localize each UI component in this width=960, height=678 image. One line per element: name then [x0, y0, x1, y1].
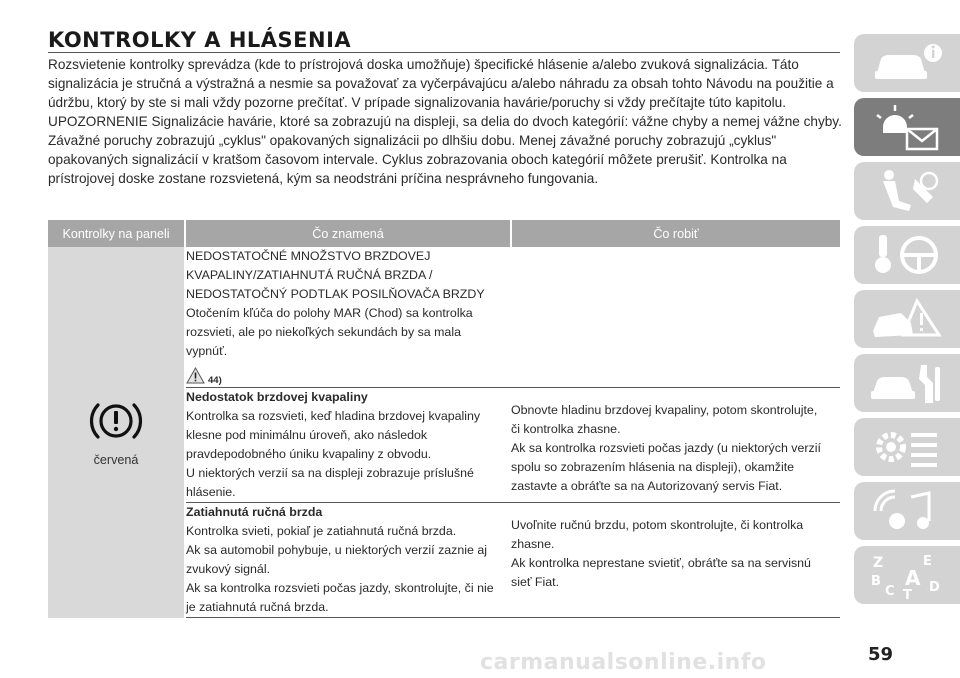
row3-action [511, 503, 840, 618]
header-meaning: Čo znamená [185, 220, 511, 247]
title-rule [48, 52, 840, 53]
car-tools-icon [867, 359, 947, 407]
intro-paragraph-2: UPOZORNENIE Signalizácie havárie, ktoré sa zobrazujú na displeji, sa delia do dvoch kategórií: vážne chyby a nemej vážne chyby. Závažné poruchy zobrazujú „cyklus" opakovaných signalizácii po dlhšiu dobu. Menej závažné poruchy zobrazujú „cyklus" opakovaných signalizácií v kratšom časovom intervale. Cyklus zobrazovania oboch kategórií môžete prerušiť. Kontrolka na prístrojovej doske zostane rozsvietená, kým sa neodstráni príčina nesprávneho fungovania. [48, 114, 842, 186]
header-action: Čo robiť [511, 220, 840, 247]
row2-line: Kontrolka sa rozsvieti, keď hladina brzdovej kvapaliny [186, 409, 481, 423]
index-letter: D [929, 580, 940, 595]
row3-heading: Zatiahnutá ručná brzda [186, 505, 323, 519]
index-letter: E [923, 554, 932, 569]
row3-action-line: zhasne. [511, 537, 555, 551]
row2-line: klesne pod minimálnu úroveň, ako následok [186, 428, 428, 442]
row2-action-line: Obnovte hladinu brzdovej kvapaliny, potom skontrolujte, [511, 403, 818, 417]
row1-action [511, 247, 840, 388]
car-info-icon [867, 39, 947, 87]
row2-line: U niektorých verzií sa na displeji zobrazuje príslušné [186, 466, 474, 480]
row3-line: Ak sa automobil pohybuje, u niektorých verzií zaznie aj [186, 543, 487, 557]
watermark: carmanualsonline.info [480, 650, 767, 675]
row1-line: rozsvieti, ale po niekoľkých sekundách by sa mala [186, 325, 461, 339]
lamp-cell [48, 247, 185, 618]
tab-car-info[interactable] [854, 34, 960, 92]
index-letter: A [905, 566, 921, 590]
warning-light-message-icon [867, 103, 947, 151]
index-letter: Z [873, 555, 884, 571]
tab-emergency[interactable] [854, 290, 960, 348]
row1-line: NEDOSTATOČNÝ PODTLAK POSILŇOVAČA BRZDY [186, 287, 485, 301]
index-letter: C [885, 584, 895, 599]
row2-meaning [185, 388, 511, 503]
tab-warning-lights[interactable] [854, 98, 960, 156]
warning-lights-table [48, 220, 840, 618]
row1-line: vypnúť. [186, 344, 228, 358]
row2-action [511, 388, 840, 503]
row1-meaning [185, 247, 511, 388]
header-panel-lights: Kontrolky na paneli [48, 220, 185, 247]
brake-warning-icon [88, 396, 144, 446]
warning-reference [186, 367, 511, 387]
seat-airbag-icon [867, 167, 947, 215]
row1-line: NEDOSTATOČNÉ MNOŽSTVO BRZDOVEJ [186, 249, 431, 263]
tab-index[interactable] [854, 546, 960, 604]
row2-action-line: Ak sa kontrolka rozsvieti počas jazdy (u niektorých verzií [511, 441, 821, 455]
row2-heading: Nedostatok brzdovej kvapaliny [186, 390, 368, 404]
index-letter: B [871, 574, 881, 589]
row2-action-line: zastavte a obráťte sa na Autorizovaný servis Fiat. [511, 479, 783, 493]
multimedia-icon [867, 487, 947, 535]
page-title: KONTROLKY A HLÁSENIA [48, 28, 352, 52]
row3-action-line: Ak kontrolka neprestane svietiť, obráťte sa na servisnú [511, 556, 811, 570]
intro-text [48, 55, 843, 188]
row2-line: hlásenie. [186, 485, 236, 499]
index-letter: T [903, 588, 912, 599]
alphabet-index-icon [867, 551, 947, 599]
row3-action-line: Uvoľnite ručnú brzdu, potom skontrolujte, či kontrolka [511, 518, 804, 532]
row3-line: zvukový signál. [186, 562, 271, 576]
row3-action-line: sieť Fiat. [511, 575, 560, 589]
row1-line: KVAPALINY/ZATIAHNUTÁ RUČNÁ BRZDA / [186, 268, 433, 282]
tab-multimedia[interactable] [854, 482, 960, 540]
car-crash-icon [867, 295, 947, 343]
row1-line: Otočením kľúča do polohy MAR (Chod) sa kontrolka [186, 306, 473, 320]
chapter-tabs [854, 34, 960, 610]
page-number: 59 [868, 644, 894, 665]
warning-triangle-icon [186, 367, 205, 384]
tab-start-drive[interactable] [854, 226, 960, 284]
warning-ref-number: 44) [208, 375, 222, 386]
gear-list-icon [867, 423, 947, 471]
table-header-row [48, 220, 840, 247]
table-row [48, 247, 840, 388]
tab-maintenance[interactable] [854, 354, 960, 412]
row3-line: je zatiahnutá ručná brzda. [186, 600, 329, 614]
row3-line: Kontrolka svieti, pokiaľ je zatiahnutá ručná brzda. [186, 524, 457, 538]
lamp-color-label: červená [93, 452, 139, 467]
row2-line: pravdepodobného úniku kvapaliny z obvodu. [186, 447, 432, 461]
row2-action-line: či kontrolka zhasne. [511, 422, 621, 436]
row3-line: Ak sa kontrolka rozsvieti počas jazdy, skontrolujte, či nie [186, 581, 494, 595]
intro-paragraph-1: Rozsvietenie kontrolky sprevádza (kde to prístrojová doska umožňuje) špecifické hlásenie a/alebo zvuková signalizácia. Táto signalizácia je stručná a výstražná a nesmie sa považovať za vyčerpávajúcu a/alebo náhradu za obsah tohto Návodu na použitie a údržbu, ktorý by ste si mali vždy pozorne prečítať. V prípade signalizovania havárie/poruchy si vždy prečítajte túto kapitolu. [48, 57, 834, 110]
row3-meaning [185, 503, 511, 618]
row2-action-line: spolu so zobrazením hlásenia na displeji), okamžite [511, 460, 795, 474]
key-steering-icon [867, 231, 947, 279]
tab-technical-data[interactable] [854, 418, 960, 476]
tab-safety[interactable] [854, 162, 960, 220]
